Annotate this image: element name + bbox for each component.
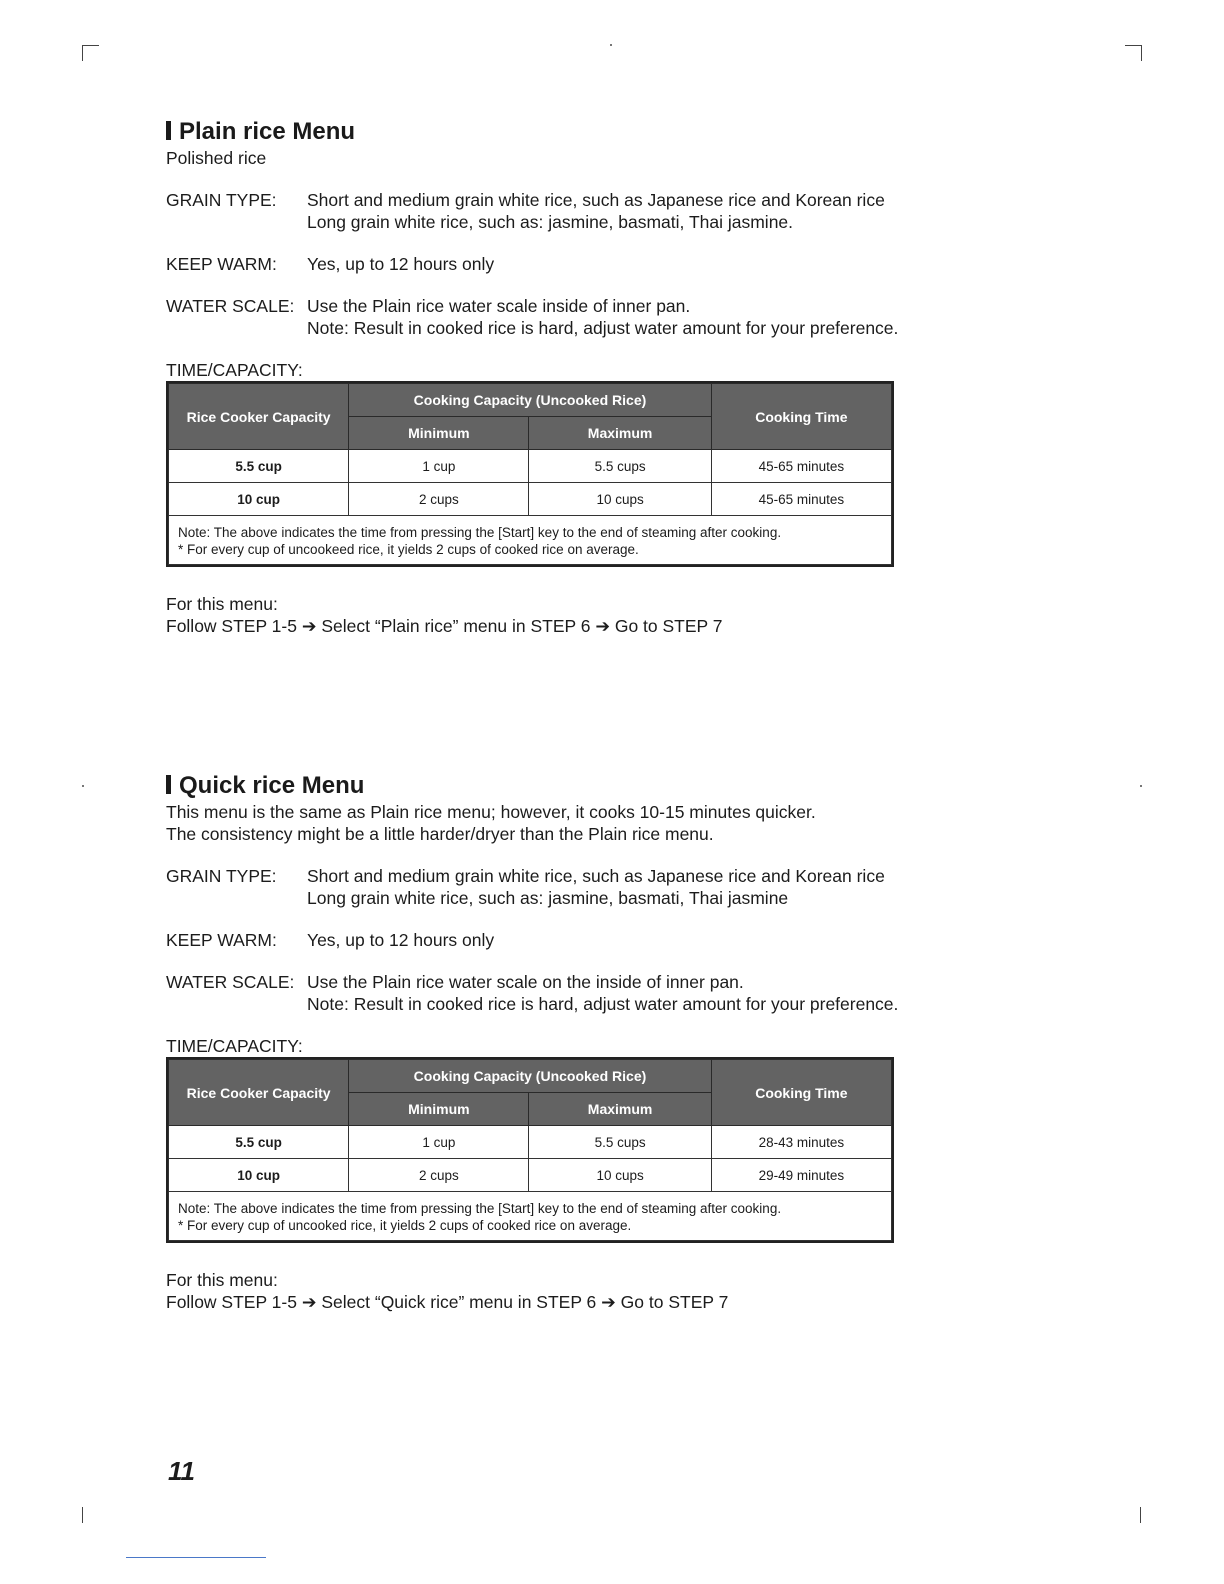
crop-mark-bottom-left <box>82 1507 83 1523</box>
crop-mark-bottom-right <box>1140 1507 1141 1523</box>
grain-type-line: Short and medium grain white rice, such as Japanese rice and Korean rice <box>307 866 885 886</box>
registration-dot-top <box>610 44 612 46</box>
keep-warm-row: KEEP WARM: Yes, up to 12 hours only <box>166 254 495 274</box>
grain-type-line: Short and medium grain white rice, such as Japanese rice and Korean rice <box>307 190 885 210</box>
table-row: 10 cup 2 cups 10 cups 45-65 minutes <box>169 483 892 516</box>
title-bar-icon <box>166 775 171 794</box>
follow-steps: Follow STEP 1-5 ➔ Select “Quick rice” menu in STEP 6 ➔ Go to STEP 7 <box>166 1292 729 1312</box>
page-number: 11 <box>168 1456 195 1486</box>
keep-warm-row: KEEP WARM: Yes, up to 12 hours only <box>166 930 495 950</box>
time-capacity-label: TIME/CAPACITY: <box>166 360 303 380</box>
header-maximum: Maximum <box>529 1093 711 1126</box>
water-scale-row: WATER SCALE: Use the Plain rice water scale inside of inner pan. Note: Result in cooked rice is hard, adjust water amount for your preference. <box>166 296 899 338</box>
plain-rice-table <box>166 381 894 567</box>
table-row: 10 cup 2 cups 10 cups 29-49 minutes <box>169 1159 892 1192</box>
grain-type-row: GRAIN TYPE: Short and medium grain white rice, such as Japanese rice and Korean rice Long grain white rice, such as: jasmine, basmati, Thai jasmine. <box>166 190 885 232</box>
for-this-menu: For this menu: <box>166 1270 278 1290</box>
crop-mark-top-left-v <box>82 45 83 61</box>
quick-rice-title: Quick rice Menu <box>166 771 966 801</box>
table-row: 5.5 cup 1 cup 5.5 cups 28-43 minutes <box>169 1126 892 1159</box>
crop-mark-top-right-v <box>1141 45 1142 61</box>
plain-rice-section <box>166 117 966 637</box>
water-scale-line: Note: Result in cooked rice is hard, adjust water amount for your preference. <box>307 318 899 338</box>
header-maximum: Maximum <box>529 417 711 450</box>
water-scale-line: Use the Plain rice water scale inside of inner pan. <box>307 296 691 316</box>
title-bar-icon <box>166 121 171 140</box>
table-row: 5.5 cup 1 cup 5.5 cups 45-65 minutes <box>169 450 892 483</box>
registration-dot-left <box>82 785 84 787</box>
table-note: Note: The above indicates the time from pressing the [Start] key to the end of steaming after cooking. * For every cup of uncookeed rice, it yields 2 cups of cooked rice on average. <box>169 516 892 565</box>
grain-type-line: Long grain white rice, such as: jasmine, basmati, Thai jasmine. <box>307 212 794 232</box>
for-this-menu: For this menu: <box>166 594 278 614</box>
footer-link-line <box>126 1557 266 1558</box>
plain-rice-title: Plain rice Menu <box>166 117 966 147</box>
follow-steps: Follow STEP 1-5 ➔ Select “Plain rice” menu in STEP 6 ➔ Go to STEP 7 <box>166 616 723 636</box>
header-capacity: Rice Cooker Capacity <box>169 384 349 450</box>
grain-type-row: GRAIN TYPE: Short and medium grain white rice, such as Japanese rice and Korean rice Long grain white rice, such as: jasmine, basmati, Thai jasmine <box>166 866 885 908</box>
crop-mark-top-right-h <box>1125 45 1142 46</box>
header-cooking-time: Cooking Time <box>711 1060 891 1126</box>
water-scale-line: Note: Result in cooked rice is hard, adjust water amount for your preference. <box>307 994 899 1014</box>
intro-line: The consistency might be a little harder/dryer than the Plain rice menu. <box>166 824 714 844</box>
header-cooking-time: Cooking Time <box>711 384 891 450</box>
header-cooking-capacity: Cooking Capacity (Uncooked Rice) <box>349 384 711 417</box>
quick-rice-table <box>166 1057 894 1243</box>
header-capacity: Rice Cooker Capacity <box>169 1060 349 1126</box>
grain-type-line: Long grain white rice, such as: jasmine, basmati, Thai jasmine <box>307 888 789 908</box>
time-capacity-label: TIME/CAPACITY: <box>166 1036 303 1056</box>
water-scale-row: WATER SCALE: Use the Plain rice water scale on the inside of inner pan. Note: Result in cooked rice is hard, adjust water amount for your preference. <box>166 972 899 1014</box>
header-cooking-capacity: Cooking Capacity (Uncooked Rice) <box>349 1060 711 1093</box>
water-scale-line: Use the Plain rice water scale on the inside of inner pan. <box>307 972 744 992</box>
intro-line: This menu is the same as Plain rice menu; however, it cooks 10-15 minutes quicker. <box>166 802 816 822</box>
registration-dot-right <box>1140 785 1142 787</box>
table-note: Note: The above indicates the time from pressing the [Start] key to the end of steaming after cooking. * For every cup of uncooked rice, it yields 2 cups of cooked rice on average. <box>169 1192 892 1241</box>
intro-line: Polished rice <box>166 148 267 168</box>
crop-mark-top-left-h <box>82 45 99 46</box>
header-minimum: Minimum <box>349 1093 529 1126</box>
header-minimum: Minimum <box>349 417 529 450</box>
quick-rice-section <box>166 771 966 1313</box>
